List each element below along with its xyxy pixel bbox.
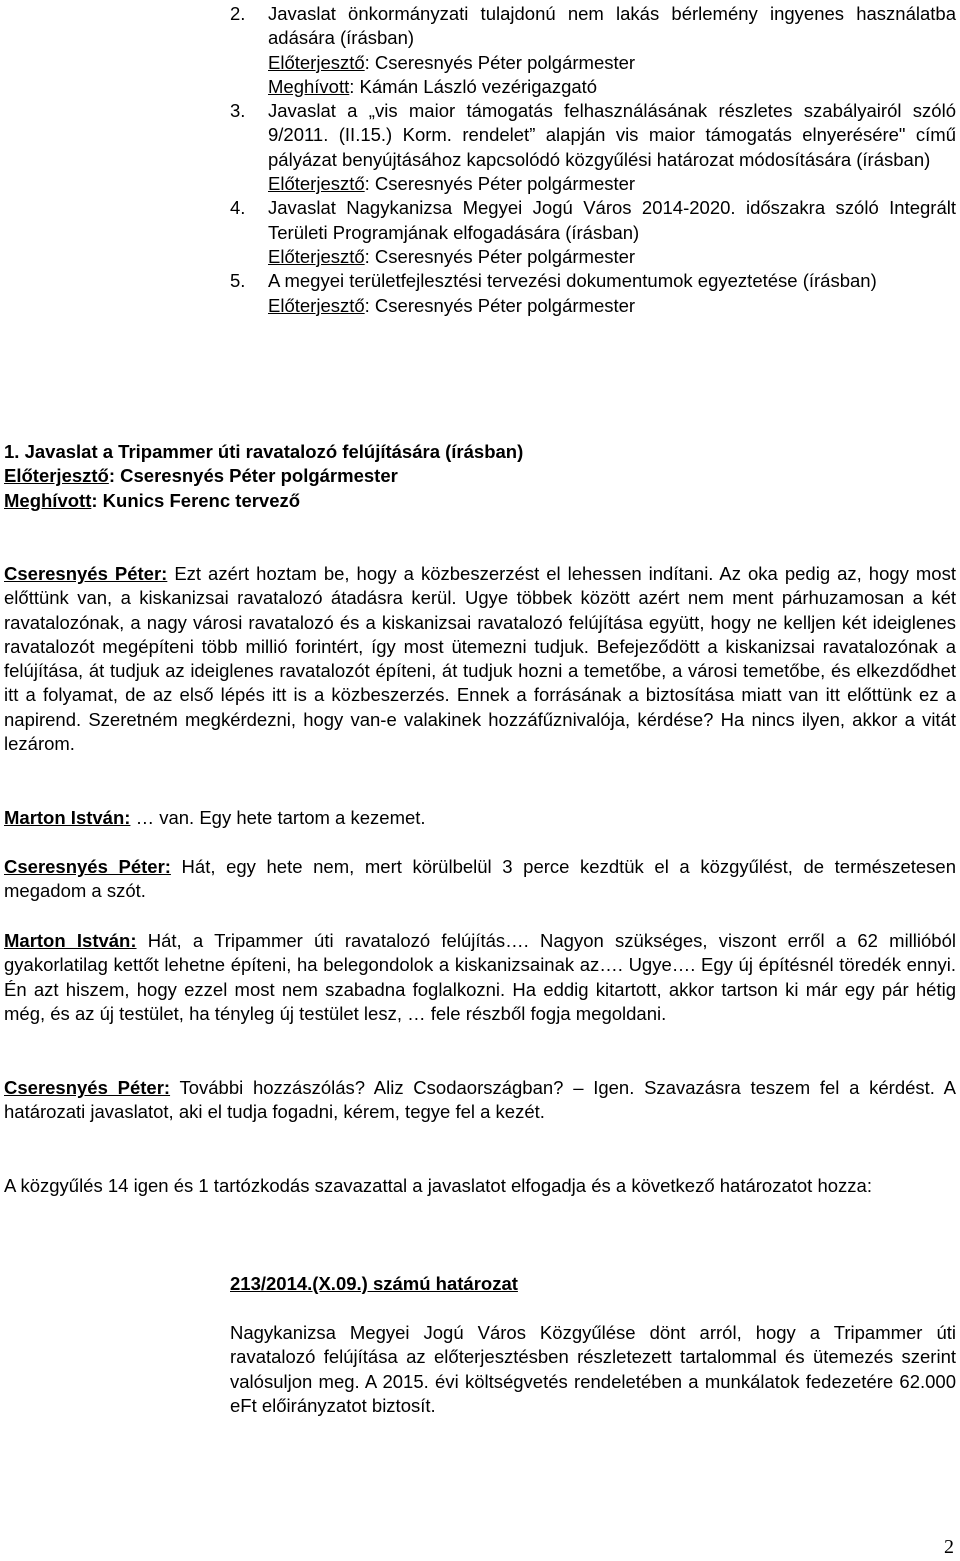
- speech-text: További hozzászólás? Aliz Csodaországban? – Igen. Szavazásra teszem fel a kérdést. A határozati javaslatot, aki el tudja fogadni, kérem, tegye fel a kezét.: [4, 1077, 956, 1123]
- agenda-item-number: 3.: [230, 100, 246, 122]
- speaker-name: Cseresnyés Péter:: [4, 563, 168, 584]
- speech-text: … van. Egy hete tartom a kezemet.: [130, 807, 426, 828]
- agenda-item-presenter: [268, 51, 956, 75]
- item-title-line: [4, 440, 956, 464]
- resolution-text: Nagykanizsa Megyei Jogú Város Közgyűlése dönt arról, hogy a Tripammer úti ravatalozó felújítása az előterjesztésben részletezett tartalommal és ütemezés szerint valósuljon meg. A 2015. évi költségvetés rendeletében a munkálatok fedezetére 62.000 eFt előirányzatot biztosít.: [230, 1322, 956, 1416]
- agenda-item-title: Javaslat önkormányzati tulajdonú nem lakás bérlemény ingyenes használatba adására (írásban): [268, 3, 956, 49]
- presenter-name: : Cseresnyés Péter polgármester: [364, 245, 636, 267]
- item-title: Javaslat a Tripammer úti ravatalozó felújítására (írásban): [24, 441, 524, 462]
- page-number: 2: [944, 1536, 954, 1558]
- presenter-label: Előterjesztő: [268, 294, 365, 316]
- presenter-name: : Cseresnyés Péter polgármester: [108, 465, 398, 487]
- agenda-item-number: 4.: [230, 197, 246, 219]
- invited-label: Meghívott: [268, 75, 350, 97]
- speech-paragraph: [4, 855, 956, 904]
- agenda-item: [0, 196, 956, 269]
- vote-result: A közgyűlés 14 igen és 1 tartózkodás szavazattal a javaslatot elfogadja és a következő határozatot hozza:: [4, 1175, 872, 1196]
- item-number: 1.: [4, 441, 20, 462]
- speaker-name: Cseresnyés Péter:: [4, 856, 171, 877]
- presenter-name: : Cseresnyés Péter polgármester: [364, 173, 636, 195]
- agenda-item: [0, 99, 956, 196]
- agenda-item-presenter: [268, 294, 956, 318]
- speech-paragraph: [4, 562, 956, 756]
- speech-text: Hát, a Tripammer úti ravatalozó felújítás…. Nagyon szükséges, viszont erről a 62 millióból gyakorlatilag kettőt lehetne építeni, ha belegondolok a kiskanizsainak az…. Ugye…. Egy új építésnél töredék ennyi. Én azt hiszem, hogy ezzel most nem szabadna foglalkozni. Ha eddig kitartott, akkor tartson ki már egy pár hétig még, és az új testület, ha tényleg új testület lesz, … fele részből fogja megoldani.: [4, 930, 956, 1024]
- agenda-item-title: Javaslat a „vis maior támogatás felhasználásának részletes szabályairól szóló 9/2011. (II.15.) Korm. rendelet” alapján vis maior támogatás elnyerésére" című pályázat benyújtásához kapcsolódó közgyűlési határozat módosítására (írásban): [268, 100, 956, 170]
- speech-text: Ezt azért hoztam be, hogy a közbeszerzést el lehessen indítani. Az oka pedig az, hogy most előttünk van, a kiskanizsai ravatalozó átadásra kerül. Ugye többek között azért nem ment párhuzamosan a két ravatalozónak, a nagy városi ravatalozó és a kiskanizsai ravatalozó felújítása együtt, hogy ne kelljen két ideiglenes ravatalozót megépíteni több millió forintért, így most ütemezni tudjuk. Befejeződött a kiskanizsai ravatalozónak a felújítása, át tudjuk az ideiglenes ravatalozót építeni, át tudjuk hozni a temetőbe, a városi temetőbe, és elkezdődhet itt a folyamat, de az első lépés itt is a közbeszerzés. Ennek a forrásának a biztosítása miatt van itt előttünk ez a napirend. Szeretném megkérdezni, hogy van-e valakinek hozzáfűznivalója, kérdése? Ha nincs ilyen, akkor a vitát lezárom.: [4, 563, 956, 755]
- agenda-item-presenter: [268, 245, 956, 269]
- speaker-name: Marton István:: [4, 930, 137, 951]
- invited-name: : Kámán László vezérigazgató: [349, 75, 598, 97]
- presenter-label: Előterjesztő: [268, 51, 365, 73]
- invited-label: Meghívott: [4, 489, 92, 511]
- presenter-label: Előterjesztő: [4, 465, 109, 487]
- speech-paragraph: [4, 806, 956, 830]
- agenda-list: [0, 2, 956, 318]
- presenter-label: Előterjesztő: [268, 245, 365, 267]
- speaker-name: Cseresnyés Péter:: [4, 1077, 171, 1098]
- agenda-item-number: 5.: [230, 270, 246, 292]
- item-heading: [4, 440, 956, 513]
- presenter-name: : Cseresnyés Péter polgármester: [364, 294, 636, 316]
- speaker-name: Marton István:: [4, 807, 131, 828]
- invited-name: : Kunics Ferenc tervező: [91, 489, 301, 511]
- speech-text: Hát, egy hete nem, mert körülbelül 3 perce kezdtük el a közgyűlést, de természetesen megadom a szót.: [4, 856, 956, 902]
- item-invited: [4, 489, 956, 513]
- agenda-item-title: Javaslat Nagykanizsa Megyei Jogú Város 2014-2020. időszakra szóló Integrált Területi Programjának elfogadására (írásban): [268, 197, 956, 243]
- speech-paragraph: [4, 1076, 956, 1125]
- resolution-title: 213/2014.(X.09.) számú határozat: [230, 1273, 518, 1294]
- presenter-name: : Cseresnyés Péter polgármester: [364, 51, 636, 73]
- agenda-item-invited: [268, 75, 956, 99]
- agenda-item-title: A megyei területfejlesztési tervezési dokumentumok egyeztetése (írásban): [268, 270, 877, 292]
- agenda-item-presenter: [268, 172, 956, 196]
- presenter-label: Előterjesztő: [268, 173, 365, 195]
- agenda-item-number: 2.: [230, 3, 246, 24]
- speech-paragraph: [4, 929, 956, 1026]
- item-presenter: [4, 464, 956, 488]
- agenda-item: [0, 269, 956, 318]
- agenda-item: [0, 2, 956, 99]
